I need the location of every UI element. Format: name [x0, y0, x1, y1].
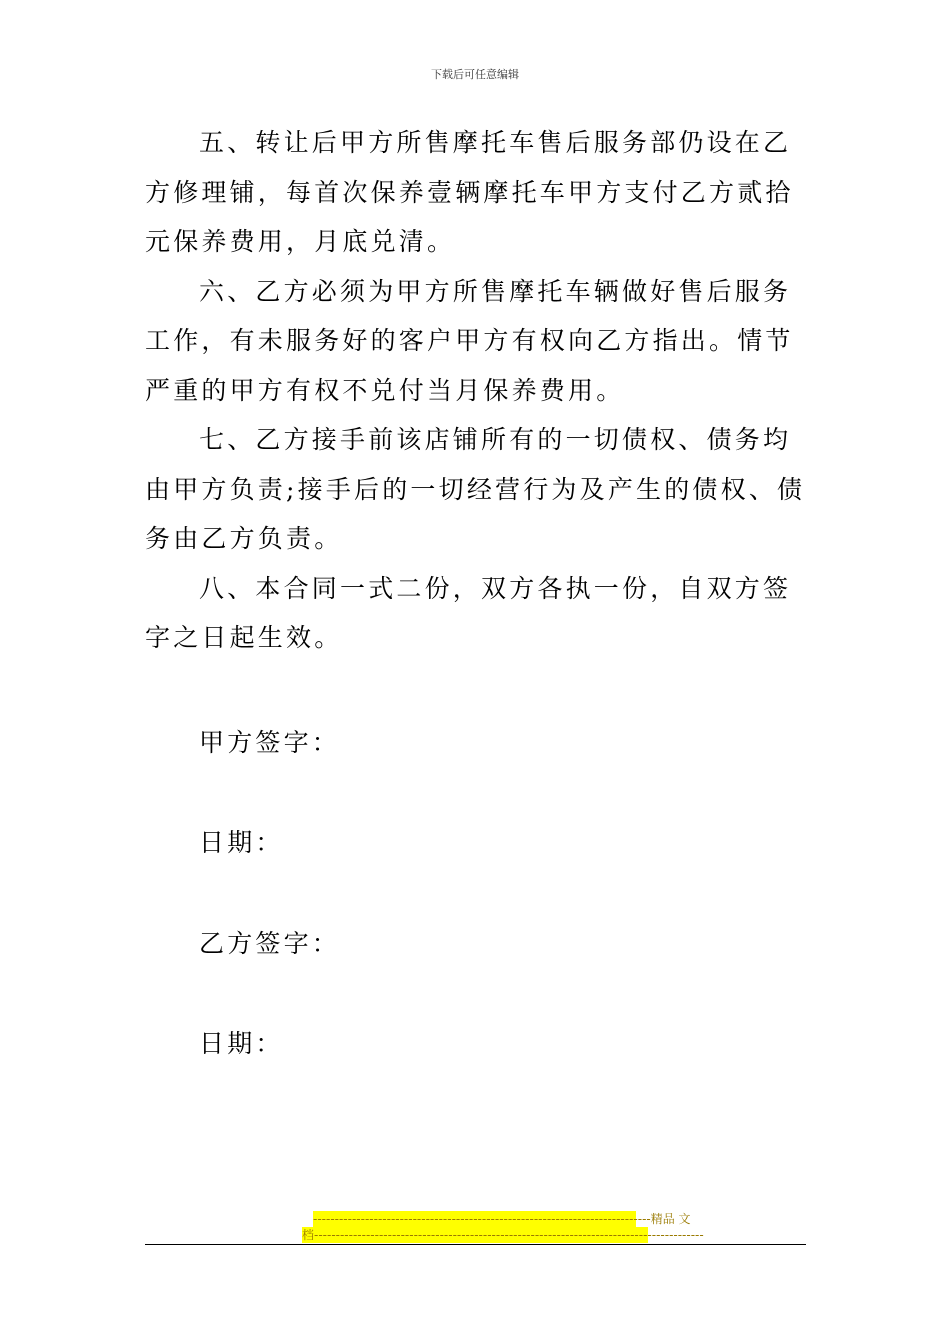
clause-6: 六、乙方必须为甲方所售摩托车辆做好售后服务工作，有未服务好的客户甲方有权向乙方指出。情节严重的甲方有权不兑付当月保养费用。 [145, 276, 794, 405]
clause-5: 五、转让后甲方所售摩托车售后服务部仍设在乙方修理铺，每首次保养壹辆摩托车甲方支付乙方贰拾元保养费用，月底兑清。 [145, 128, 794, 256]
footer-divider [145, 1244, 806, 1245]
footer-watermark-line-2: 档------------------------------------------------------------------------------------------ [302, 1228, 704, 1242]
clause-8: 八、本合同一式二份，双方各执一份，自双方签字之日起生效。 [145, 573, 792, 652]
party-b-date-label: 日期： [199, 1029, 284, 1058]
party-a-signature-label: 甲方签字： [199, 728, 341, 757]
contract-body [145, 118, 810, 663]
page-header: 下载后可任意编辑 [431, 68, 519, 81]
footer-watermark-line-1: ------------------------------------------------------------------------------精品 文 [313, 1212, 691, 1226]
clause-7: 七、乙方接手前该店铺所有的一切债权、债务均由甲方负责;接手后的一切经营行为及产生的债权、债务由乙方负责。 [145, 425, 806, 553]
party-a-date-label: 日期： [199, 828, 284, 857]
party-b-signature-label: 乙方签字： [199, 929, 341, 958]
